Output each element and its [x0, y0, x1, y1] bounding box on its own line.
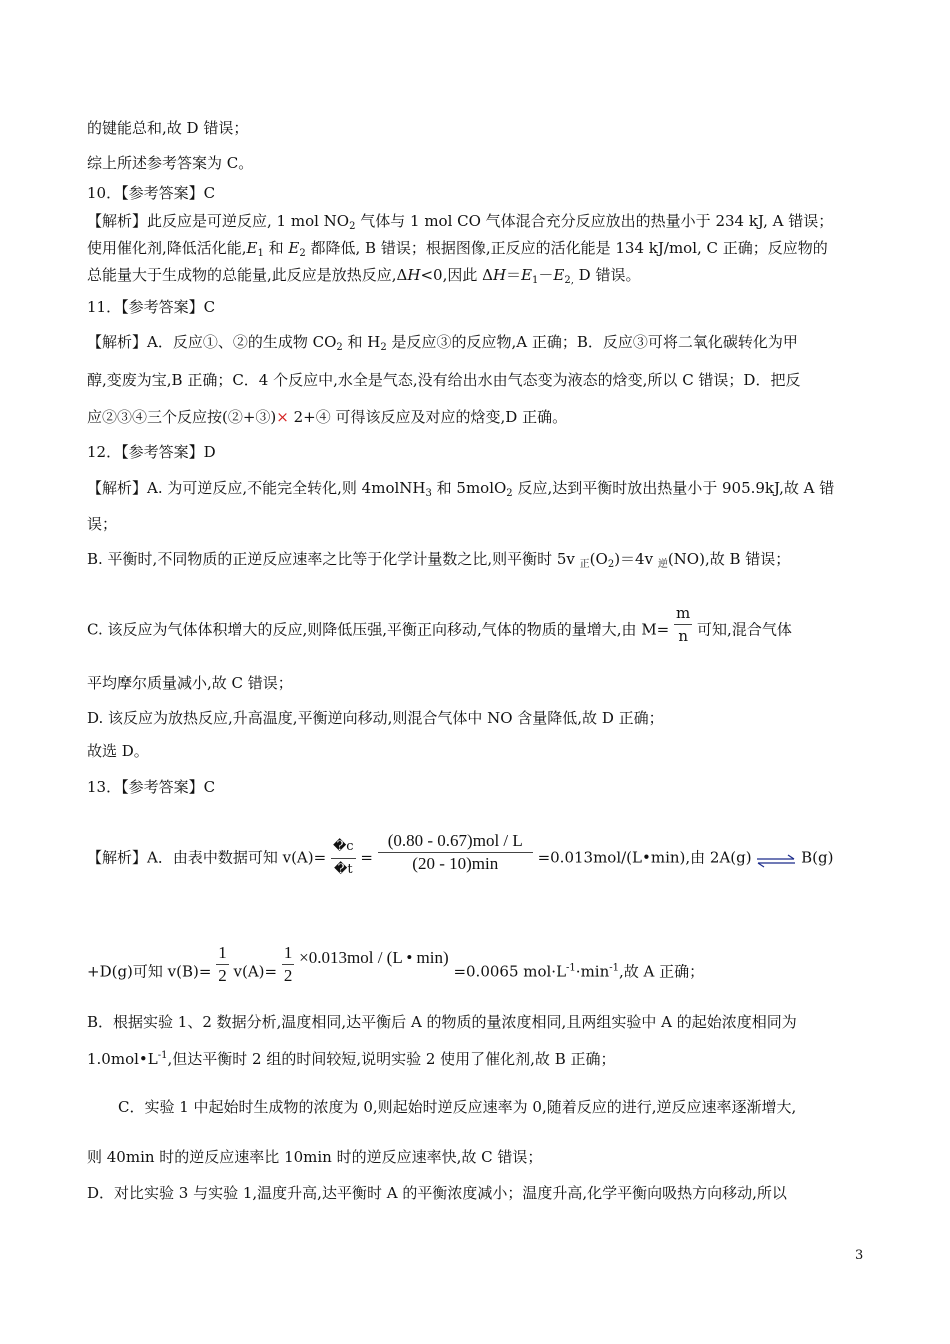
text-line: $1.0mol•L^{-1}$,但达平衡时 2 组的时间较短,说明实验 2 使用了催化剂,故 B 正确； — [87, 1050, 616, 1068]
text-line: 综上所述参考答案为 C。 — [87, 154, 254, 172]
text-line: 使用催化剂,降低活化能$,E_1$ 和 $E_2$ 都降低, B 错误；根据图像,正反应的活化能是 134 kJ/mol, C 正确；反应物的 — [87, 239, 828, 259]
fraction-dc-over-dt: $\frac{�c}{�t}$ — [331, 836, 356, 881]
fraction-one-half: $\frac{1}{2}$ — [218, 943, 227, 985]
text-line: D．对比实验 3 与实验 1,温度升高,达平衡时 A 的平衡浓度减小；温度升高,化学平衡向吸热方向移动,所以 — [87, 1184, 787, 1202]
text-line: 应②③④三个反应按(②+③)× 2+④ 可得该反应及对应的焓变,D 正确。 — [87, 408, 568, 426]
text-line: B. 平衡时,不同物质的正逆反应速率之比等于化学计量数之比,则平衡时 5v $_正(O_2)=4v$ $_逆$(NO),故 B 错误； — [87, 550, 791, 570]
text-line: C. 该反应为气体体积增大的反应,则降低压强,平衡正向移动,气体的物质的量增大,由 M= $\frac{m}{n}$ 可知,混合气体 — [87, 604, 792, 645]
multiply-sign: × — [276, 408, 289, 426]
text-line: 平均摩尔质量减小,故 C 错误； — [87, 674, 293, 692]
text-line: +D(g)可知 v(B)= $\frac{1}{2}$ v(A)= $\frac{1}{2}$ ×0.013mol / (L • min) =0.0065 $mol\cdot L^{-1}\cdot\min^{-1}$,故 A 正确； — [87, 943, 705, 985]
text-line: 的键能总和,故 D 错误； — [87, 119, 249, 137]
text-line: 【解析】A．由表中数据可知 v(A)= $\frac{�c}{�t}$ = $\frac{\text{(0.80 - 0.67)mol / L}}{(20 - 10)\min}$ =0.013mol/(L•min),由 2A(g) B(g) — [87, 836, 834, 881]
text-line: 则 40min 时的逆反应速率比 10min 时的逆反应速率快,故 C 错误； — [87, 1148, 543, 1166]
text-line: C．实验 1 中起始时生成物的浓度为 0,则起始时逆反应速率为 0,随着反应的进行,逆反应速率逐渐增大, — [118, 1098, 797, 1116]
text-line: 故选 D。 — [87, 742, 149, 760]
equilibrium-arrow-icon — [756, 852, 796, 866]
text-line: 总能量大于生成物的总能量,此反应是放热反应,ΔH<0,因此 $\Delta H=E_1-E_{2,}$ D 错误。 — [87, 266, 641, 286]
text-line: 【解析】此反应是可逆反应, 1 mol $NO_2$ 气体与 1 mol CO 气体混合充分反应放出的热量小于 234 kJ, A 错误； — [87, 212, 834, 232]
text-line: 【解析】A．反应①、②的生成物 $CO_2$ 和 $H_2$ 是反应③的反应物,A 正确；B．反应③可将二氧化碳转化为甲 — [87, 333, 798, 353]
answer-heading-12: 12．【参考答案】D — [87, 443, 216, 461]
fraction-concentration-over-time: $\frac{\text{(0.80 - 0.67)mol / L}}{(20 - 10)\min}$ — [378, 830, 533, 875]
text-line: 【解析】A. 为可逆反应,不能完全转化,则 4molNH$_3$ 和 5molO$_2$ 反应,达到平衡时放出热量小于 905.9kJ,故 A 错 — [87, 479, 835, 499]
text-line: B．根据实验 1、2 数据分析,温度相同,达平衡后 A 的物质的量浓度相同,且两组实验中 A 的起始浓度相同为 — [87, 1013, 797, 1031]
fraction-one-half: $\frac{1}{2}$ — [283, 943, 293, 985]
fraction-m-over-n: $\frac{m}{n}$ — [676, 604, 691, 645]
text-line: 醇,变废为宝,B 正确；C．4 个反应中,水全是气态,没有给出水由气态变为液态的焓变,所以 C 错误；D．把反 — [87, 371, 801, 389]
text-line: D. 该反应为放热反应,升高温度,平衡逆向移动,则混合气体中 NO 含量降低,故 D 正确； — [87, 709, 664, 727]
page-number: 3 — [855, 1248, 864, 1263]
text-line: 误； — [87, 515, 118, 533]
answer-heading-13: 13．【参考答案】C — [87, 778, 216, 796]
answer-heading-11: 11．【参考答案】C — [87, 298, 216, 316]
answer-heading-10: 10．【参考答案】C — [87, 184, 216, 202]
